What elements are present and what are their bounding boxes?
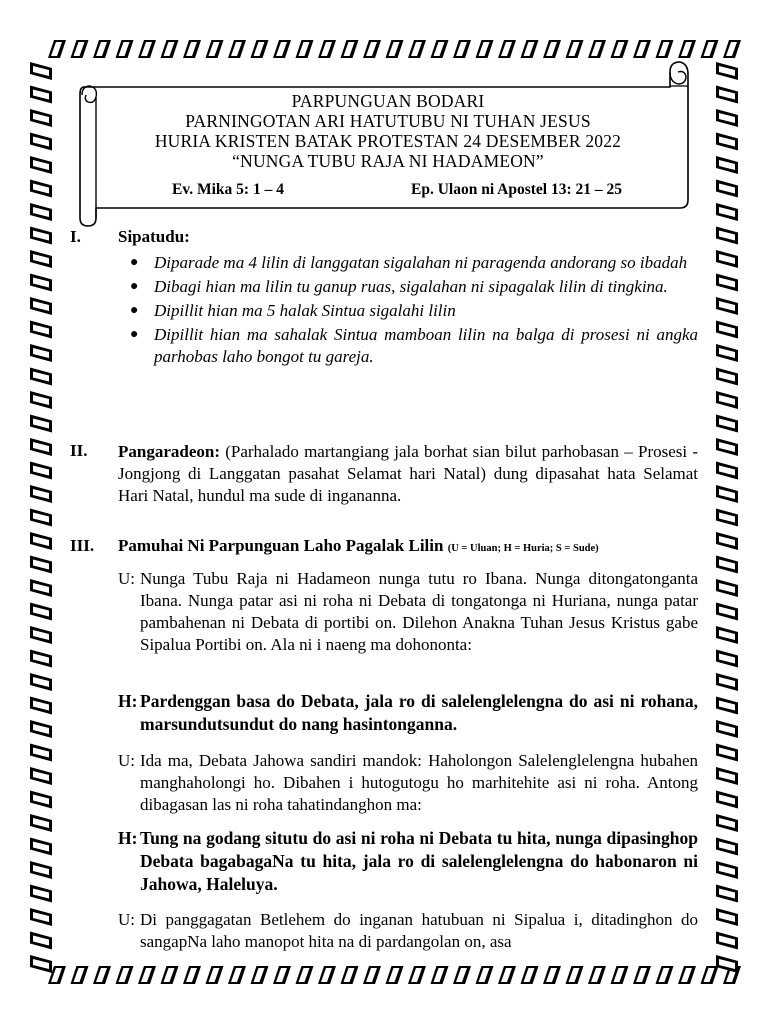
section-3-legend: (U = Uluan; H = Huria; S = Sude) [447,543,599,554]
bullet-icon: ● [130,279,139,294]
banner-line-2: PARNINGOTAN ARI HATUTUBU NI TUHAN JESUS [185,111,591,131]
bullet-icon: ● [130,327,139,342]
reading-evangelium: Ev. Mika 5: 1 – 4 [172,181,284,198]
scroll-banner-title [96,91,680,171]
response-row [118,690,698,736]
response-row [118,909,698,953]
response-text: Pardenggan basa do Debata, jala ro di salelenglelengna do asi ni rohana, marsundutsundut do nang hasintonganna. [140,691,698,734]
banner-line-1: PARPUNGUAN BODARI [291,91,485,111]
banner-line-3: HURIA KRISTEN BATAK PROTESTAN 24 DESEMBER 2022 [154,131,622,151]
speaker-label: H: [118,691,138,711]
reading-epistel: Ep. Ulaon ni Apostel 13: 21 – 25 [411,181,623,198]
speaker-label: H: [118,828,138,848]
section-3-heading [118,536,599,556]
response-text: Tung na godang situtu do asi ni roha ni Debata tu hita, nunga dipasinghop Debata bagabagaNa tu hita, jala ro di salelenglelengna do habonaron ni Jahowa, Haleluya. [140,828,698,894]
section-2-text: (Parhalado martangiang jala borhat sian bilut parhobasan – Prosesi - Jongjong di Langgatan pasahat Selamat hari Natal) dung dipasahat hata Selamat Hari Natal, hundul ma sude di inganannа. [118,442,698,505]
section-1-list [130,252,698,370]
section-1-number: I. [70,227,81,246]
response-text: Di panggagatan Betlehem do inganan hatubuan ni Sipalua i, ditadinghon do sangapNa laho manopot hita na di pardangolan on, asa [140,910,698,951]
bullet-icon: ● [130,303,139,318]
section-2-title: Pangaradeon: [118,442,220,461]
list-item: ● Dipillit hian ma 5 halak Sintua sigalahi lilin [130,301,456,320]
response-row [118,750,698,816]
banner-line-4: “NUNGA TUBU RAJA NI HADAMEON” [232,151,544,171]
speaker-label: U: [118,751,135,770]
response-text: Nunga Tubu Raja ni Hadameon nunga tutu ro Ibana. Nunga ditongatonganta Ibana. Nunga patar asi ni roha ni Debata di tongatonga ni Huriana, nunga patar pambahenan ni Debata di portibi on. Dilehon Anakna Tuhan Jesus Kristus gabe Sipalua Portibi on. Ala ni i naeng ma dohononta: [140,569,698,654]
section-3-title: Pamuhai Ni Parpunguan Laho Pagalak Lilin [118,536,444,555]
section-2-number: II. [70,441,88,460]
list-item: ● Diparade ma 4 lilin di langgatan sigalahan ni paragenda andorang so ibadah [130,253,688,272]
response-row [118,827,698,896]
list-item: ● Dipillit hian ma sahalak Sintua mamboan lilin na balga di prosesi ni angka parhobas laho bongot tu gareja. [130,325,698,366]
response-text: Ida ma, Debata Jahowa sandiri mandok: Haholongon Salelenglelengna hubahen manghaholongi ho. Dibahen i hutogutogu ho marhitehite asi ni roha. Antong dibagasan las ni roha tahatindanghon ma: [140,751,698,814]
list-item: ● Dibagi hian ma lilin tu ganup ruas, sigalahan ni sipagalak lilin di tingkina. [130,277,668,296]
section-3-number: III. [70,536,95,555]
speaker-label: U: [118,569,135,588]
section-1-title: Sipatudu: [118,227,190,246]
speaker-label: U: [118,910,135,929]
bullet-icon: ● [130,255,139,270]
section-2-paragraph [118,441,698,507]
response-row [118,568,698,656]
